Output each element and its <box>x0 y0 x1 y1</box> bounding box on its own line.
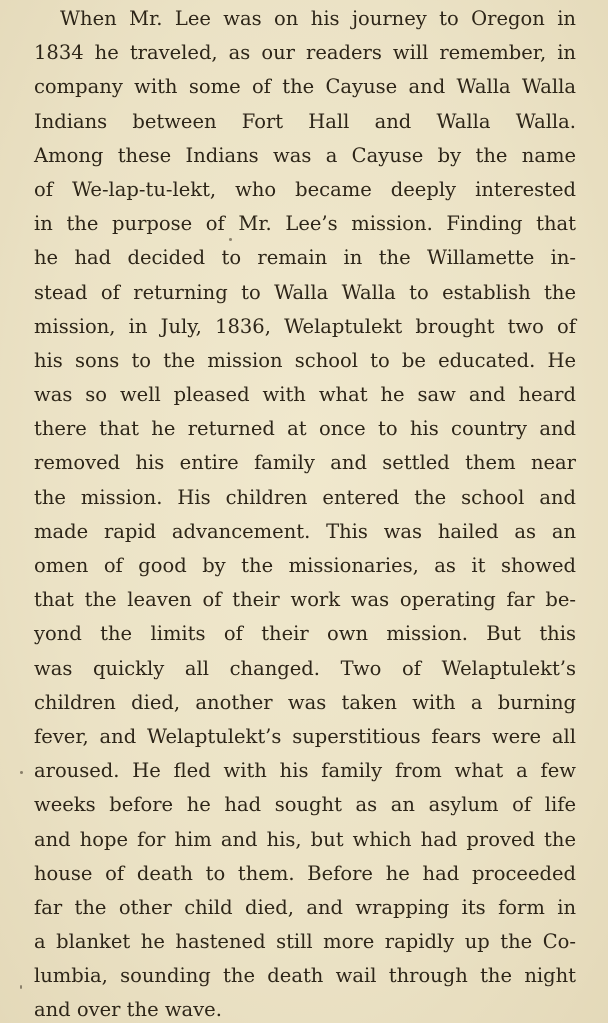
text-line: 1834 he traveled, as our readers will remember, in <box>34 41 576 65</box>
text-line: stead of returning to Walla Walla to establish the <box>34 280 576 304</box>
body-paragraph <box>34 0 576 1023</box>
ink-speck <box>229 238 232 241</box>
text-line: children died, another was taken with a burning <box>34 690 576 714</box>
text-line: he had decided to remain in the Willamette in- <box>34 246 576 270</box>
text-line: Among these Indians was a Cayuse by the name <box>34 143 576 167</box>
text-line: Indians between Fort Hall and Walla Walla. <box>34 109 576 133</box>
text-line: lumbia, sounding the death wail through the night <box>34 964 576 988</box>
text-line: fever, and Welaptulekt’s superstitious fears were all <box>34 724 576 748</box>
text-line: aroused. He fled with his family from what a few <box>34 759 576 783</box>
text-line: removed his entire family and settled them near <box>34 451 576 475</box>
text-line: the mission. His children entered the school and <box>34 485 576 509</box>
text-line: and over the wave. <box>34 998 222 1022</box>
text-line: yond the limits of their own mission. But this <box>34 622 576 646</box>
text-line: far the other child died, and wrapping its form in <box>34 895 576 919</box>
text-line: made rapid advancement. This was hailed as an <box>34 519 576 543</box>
text-line: When Mr. Lee was on his journey to Oregon in <box>60 7 576 30</box>
ink-speck <box>20 985 22 989</box>
text-line: was quickly all changed. Two of Welaptulekt’s <box>34 656 576 680</box>
text-line: house of death to them. Before he had proceeded <box>34 861 576 885</box>
text-line: of We-lap-tu-lekt, who became deeply interested <box>34 177 576 201</box>
text-line: and hope for him and his, but which had proved the <box>34 827 576 851</box>
text-line: his sons to the mission school to be educated. He <box>34 348 576 372</box>
text-line: there that he returned at once to his country and <box>34 417 576 441</box>
ink-speck <box>20 771 23 774</box>
text-line: a blanket he hastened still more rapidly up the Co- <box>34 930 576 954</box>
text-line: was so well pleased with what he saw and heard <box>34 383 576 407</box>
text-line: that the leaven of their work was operating far be- <box>34 588 576 612</box>
text-line: in the purpose of Mr. Lee’s mission. Finding that <box>34 212 576 236</box>
text-line: weeks before he had sought as an asylum of life <box>34 793 576 817</box>
text-line: mission, in July, 1836, Welaptulekt brought two of <box>34 314 576 338</box>
text-line: omen of good by the missionaries, as it showed <box>34 554 576 577</box>
text-line: company with some of the Cayuse and Walla Walla <box>34 75 576 99</box>
